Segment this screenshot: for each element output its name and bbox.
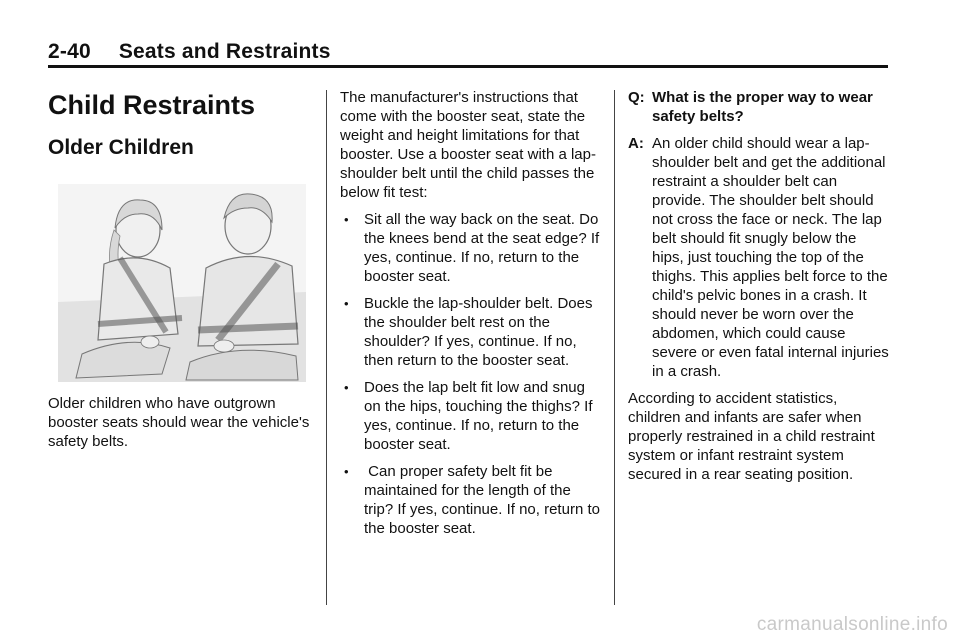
column-divider <box>326 90 327 605</box>
bullet-icon: • <box>344 464 349 479</box>
children-seat-belt-illustration <box>58 184 306 382</box>
figure-caption: Older children who have outgrown booster seats should wear the vehicle's safety belts. <box>48 395 310 450</box>
list-item: • Buckle the lap-shoulder belt. Does the shoulder belt rest on the shoulder? If yes, continue. If no, then return to the booster seat. <box>344 295 593 369</box>
list-item: • Sit all the way back on the seat. Do the knees bend at the seat edge? If yes, continue. If no, return to the booster seat. <box>344 211 600 285</box>
statistics-paragraph: According to accident statistics, children and infants are safer when properly restrained in a child restraint system or infant restraint system secured in a rear seating position. <box>628 390 875 483</box>
answer <box>628 134 890 381</box>
column-right <box>628 88 890 484</box>
section-title: Seats and Restraints <box>118 40 331 63</box>
bullet-icon: • <box>344 212 349 227</box>
column-middle <box>340 88 605 538</box>
bullet-icon: • <box>344 296 349 311</box>
list-item: • Does the lap belt fit low and snug on the hips, touching the thighs? If yes, continue. If no, return to the booster seat. <box>344 379 593 453</box>
page-number: 2-40 <box>48 40 91 63</box>
list-item: • Can proper safety belt fit be maintained for the length of the trip? If yes, continue. If no, return to the booster seat. <box>344 463 605 537</box>
fit-test-list <box>340 210 605 538</box>
question-text: What is the proper way to wear safety belts? <box>652 89 873 125</box>
column-left <box>48 88 314 451</box>
question <box>628 88 890 126</box>
intro-paragraph: The manufacturer's instructions that come with the booster seat, state the weight and height limitations for that booster. Use a booster seat with a lap-shoulder belt until the child passes the below fit test: <box>340 89 596 201</box>
question-label: Q: <box>628 89 645 106</box>
qa-block <box>628 88 890 381</box>
illustration-drawing <box>58 184 306 382</box>
section-subtitle: Older Children <box>48 136 194 159</box>
answer-label: A: <box>628 135 644 152</box>
page-title: Child Restraints <box>48 90 256 120</box>
header-rule <box>48 65 888 68</box>
column-divider <box>614 90 615 605</box>
answer-text: An older child should wear a lap-shoulder belt and get the additional restraint a shoulder belt can provide. The shoulder belt should not cross the face or neck. The lap belt should fit snugly below the hips, just touching the top of the thighs. This applies belt force to the child's pelvic bones in a crash. It should never be worn over the abdomen, which could cause severe or even fatal internal injuries in a crash. <box>652 135 889 380</box>
watermark: carmanualsonline.info <box>756 614 948 635</box>
bullet-icon: • <box>344 380 349 395</box>
page-header <box>48 40 331 64</box>
